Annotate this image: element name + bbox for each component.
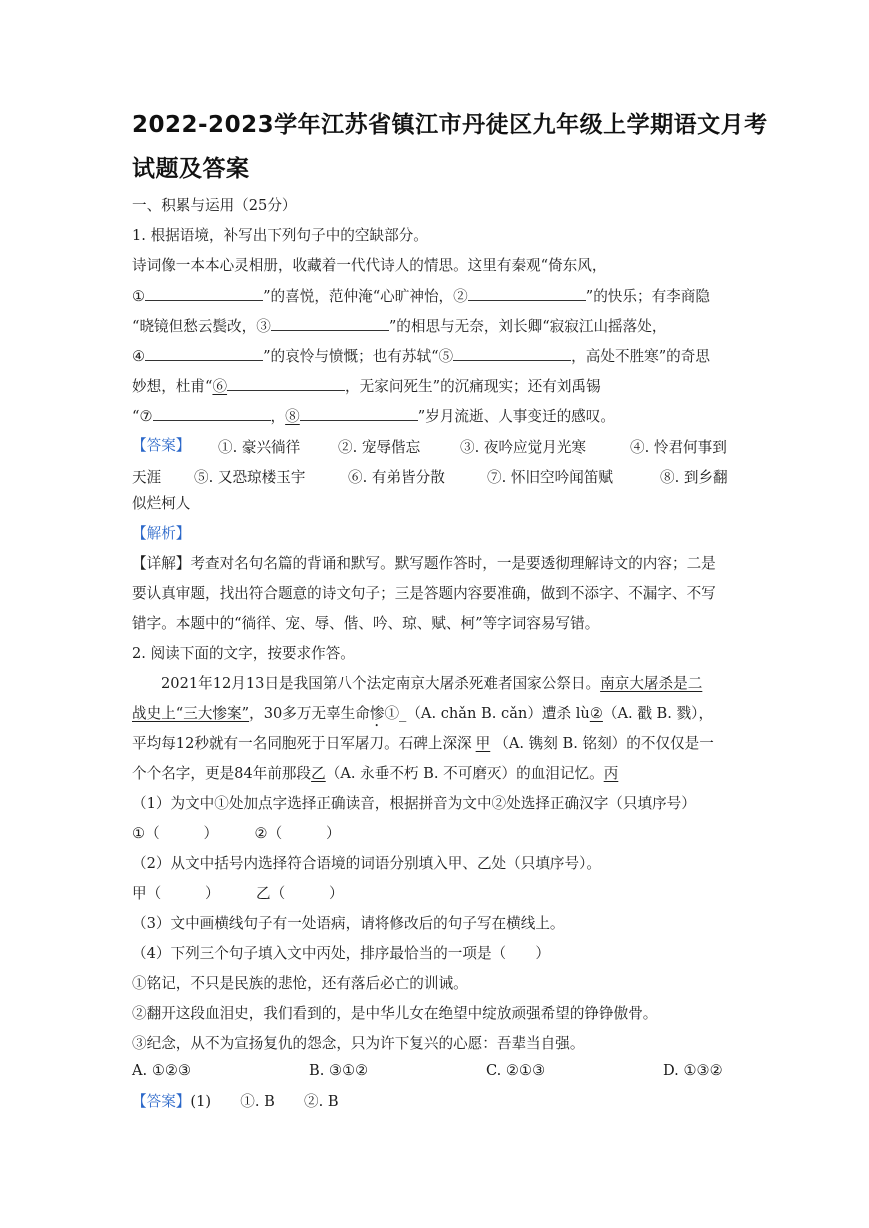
analysis-line-3: 错字。本题中的“徜徉、宠、辱、偕、吟、琼、赋、柯”等字词容易写错。 — [132, 615, 600, 632]
analysis-line-1: 【详解】考查对名句名篇的背诵和默写。默写题作答时，一是要透彻理解诗文的内容；二是 — [132, 555, 716, 572]
sub-question-1: （1）为文中①处加点字选择正确读音，根据拼音为文中②处选择正确汉字（只填序号） — [132, 795, 696, 812]
answer-blank — [468, 286, 586, 301]
answer-item: 似烂柯人 — [132, 495, 191, 512]
q1-line-4: ④ ”的哀怜与愤慨；也有苏轼“⑤ ，高处不胜寒”的奇思 — [132, 348, 710, 365]
answer-blank — [227, 376, 345, 391]
answer-item: ②. 宠辱偕忘 — [338, 439, 421, 456]
question-2-stem: 2. 阅读下面的文字，按要求作答。 — [132, 645, 355, 662]
answer-item: ④. 怜君何事到 — [630, 439, 727, 456]
choice-sentence-2: ②翻开这段血泪史，我们看到的，是中华儿女在绝望中绽放顽强希望的铮铮傲骨。 — [132, 1005, 658, 1022]
sub-question-1-blanks: ①（ ） ②（ ） — [132, 825, 341, 842]
analysis-label: 【解析】 — [132, 525, 191, 542]
answer-item: ⑥. 有弟皆分散 — [348, 469, 445, 486]
passage-line-1: 2021年12月13日是我国第八个法定南京大屠杀死难者国家公祭日。南京大屠杀是二 — [161, 675, 703, 692]
answer-blank — [153, 406, 271, 421]
sub-question-3: （3）文中画横线句子有一处语病，请将修改后的句子写在横线上。 — [132, 915, 565, 932]
answer-2: 【答案】(1) ①. B ②. B — [132, 1093, 339, 1110]
passage-line-2: 战史上“三大惨案”，30多万无辜生命惨①_（A. chǎn B. cǎn）遭杀 lù②（A. 戳 B. 戮）， — [132, 705, 714, 722]
choice-sentence-3: ③纪念，从不为宣扬复仇的怨念，只为许下复兴的心愿：吾辈当自强。 — [132, 1035, 585, 1052]
answer-blank — [145, 346, 263, 361]
choice-sentence-1: ①铭记，不只是民族的悲怆，还有落后必亡的训诫。 — [132, 975, 468, 992]
sub-question-4: （4）下列三个句子填入文中丙处，排序最恰当的一项是（ ） — [132, 945, 550, 962]
option-c: C. ②①③ — [486, 1062, 546, 1079]
answer-item: ③. 夜吟应觉月光寒 — [460, 439, 587, 456]
answer-blank — [453, 346, 571, 361]
document-title-line2: 试题及答案 — [132, 156, 250, 182]
question-1-stem: 1. 根据语境，补写出下列句子中的空缺部分。 — [132, 227, 428, 244]
q1-line-5: 妙想，杜甫“⑥ ，无家问死生”的沉痛现实；还有刘禹锡 — [132, 378, 601, 395]
sub-question-2-blanks: 甲（ ） 乙（ ） — [132, 885, 344, 902]
answer-item: ⑤. 又恐琼楼玉宇 — [194, 469, 306, 486]
answer-item: ①. 豪兴徜徉 — [218, 439, 301, 456]
q1-line-3: “晓镜但愁云鬓改，③ ”的相思与无奈，刘长卿“寂寂江山摇落处， — [132, 318, 667, 335]
document-title-line1: 2022-2023学年江苏省镇江市丹徒区九年级上学期语文月考 — [132, 112, 768, 138]
section-heading: 一、积累与运用（25分） — [132, 197, 297, 214]
option-a: A. ①②③ — [132, 1062, 192, 1079]
passage-line-4: 个个名字，更是84年前那段乙（A. 永垂不朽 B. 不可磨灭）的血泪记忆。丙 — [132, 765, 619, 782]
passage-line-3: 平均每12秒就有一名同胞死于日军屠刀。石碑上深深 甲 （A. 镌刻 B. 铭刻）的不仅仅是一 — [132, 735, 714, 752]
q1-line-1: 诗词像一本本心灵相册，收藏着一代代诗人的情思。这里有秦观“倚东风， — [132, 257, 607, 274]
option-b: B. ③①② — [309, 1062, 369, 1079]
answer-item: ⑧. 到乡翻 — [660, 469, 728, 486]
answer-item: 天涯 — [132, 469, 162, 486]
answer-blank — [300, 406, 418, 421]
analysis-line-2: 要认真审题，找出符合题意的诗文句子；三是答题内容要准确，做到不添字、不漏字、不写 — [132, 585, 716, 602]
sub-question-2: （2）从文中括号内选择符合语境的词语分别填入甲、乙处（只填序号）。 — [132, 855, 601, 872]
q1-line-2: ① ”的喜悦，范仲淹“心旷神怡，② ”的快乐；有李商隐 — [132, 288, 710, 305]
answer-label: 【答案】 — [132, 437, 191, 454]
answer-blank — [145, 286, 263, 301]
option-d: D. ①③② — [663, 1062, 723, 1079]
answer-item: ⑦. 怀旧空吟闻笛赋 — [487, 469, 614, 486]
q1-line-6: “⑦ ，⑧ ”岁月流逝、人事变迁的感叹。 — [132, 408, 615, 425]
answer-blank — [271, 316, 389, 331]
